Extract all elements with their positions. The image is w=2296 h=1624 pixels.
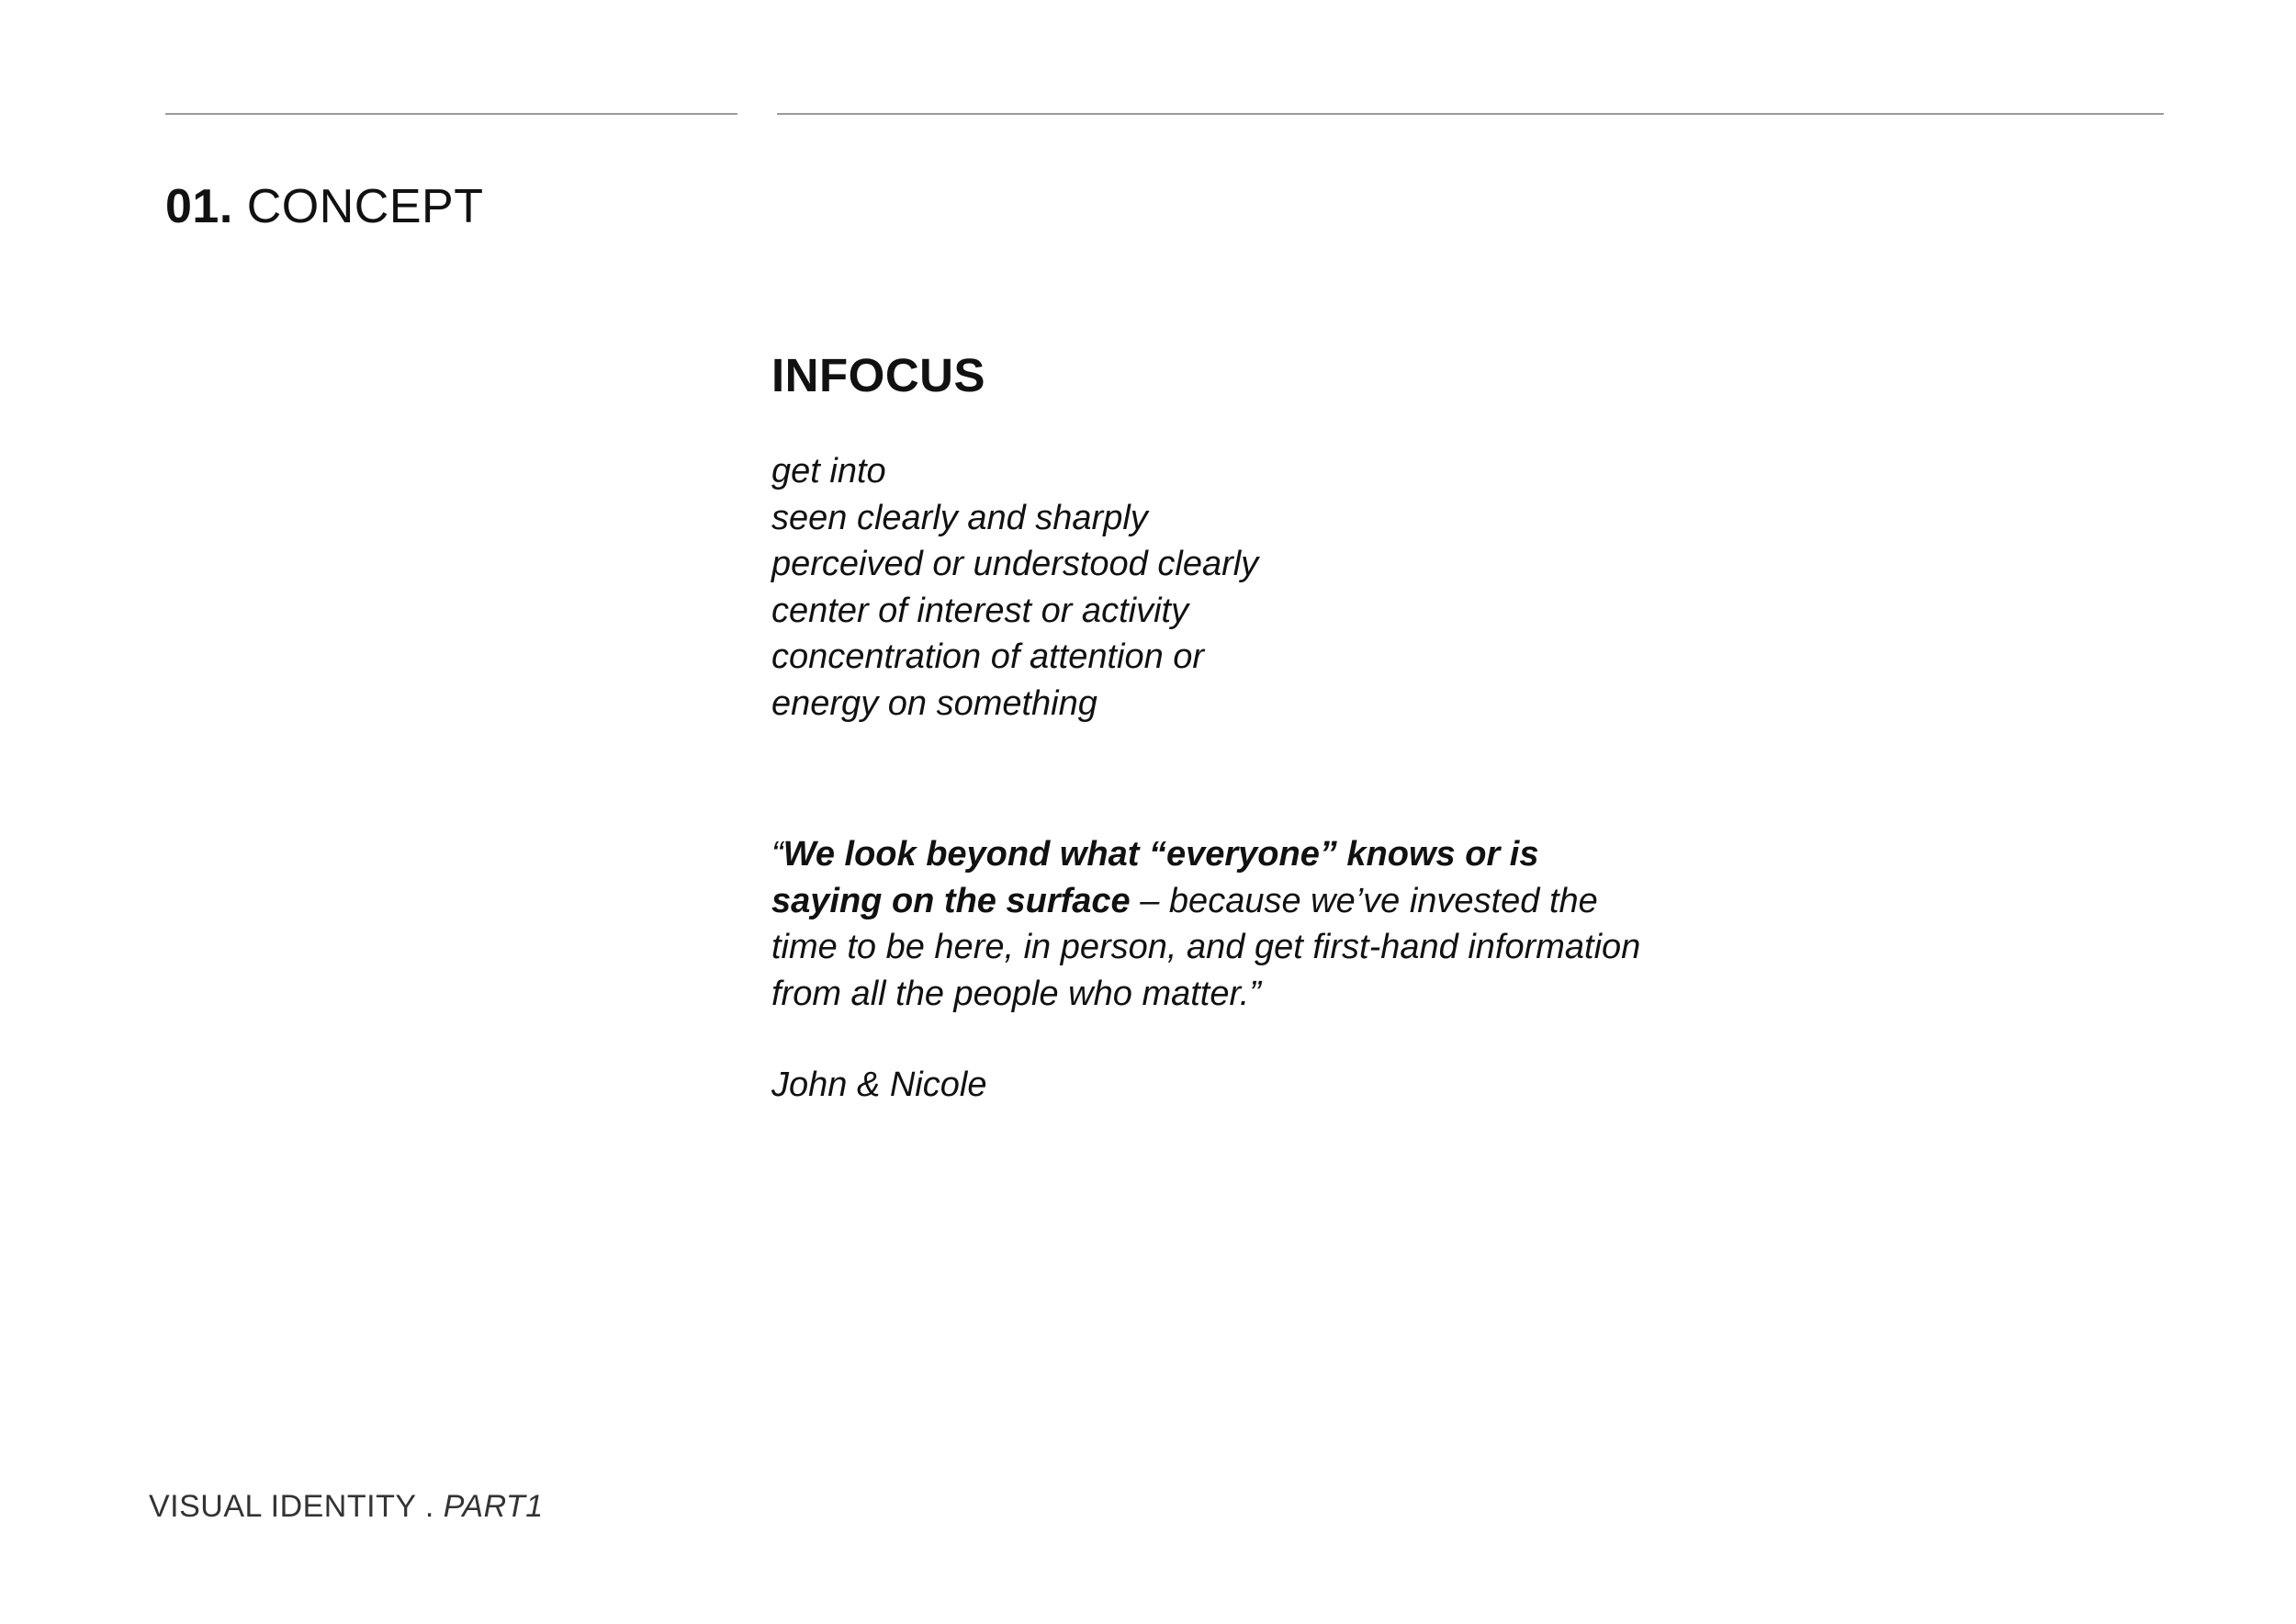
- footer-label: [149, 1486, 544, 1527]
- definition-list: [771, 448, 1258, 727]
- top-rule-right: [777, 113, 2164, 115]
- quote-open-mark: “: [771, 835, 783, 874]
- footer-part: PART1: [443, 1489, 544, 1524]
- quote-rest: – because we’ve invested the time to be here, in person, and get first-hand information from all the people who matter.”: [771, 881, 1641, 1013]
- definition-item: seen clearly and sharply: [771, 498, 1148, 537]
- section-number: 01.: [165, 180, 233, 233]
- top-rule-left: [165, 113, 737, 115]
- quote-author: John & Nicole: [771, 1066, 987, 1104]
- definition-item: get into: [771, 452, 886, 491]
- concept-title: INFOCUS: [771, 349, 985, 401]
- quote-emphasis: We look beyond what “everyone” knows or is saying on the surface: [771, 835, 1539, 920]
- footer-title: VISUAL IDENTITY .: [149, 1489, 444, 1524]
- definition-item: concentration of attention or: [771, 637, 1205, 676]
- section-name: CONCEPT: [246, 180, 484, 233]
- definition-item: perceived or understood clearly: [771, 545, 1259, 583]
- section-title: [165, 175, 484, 239]
- definition-item: energy on something: [771, 683, 1097, 723]
- definition-item: center of interest or activity: [771, 591, 1189, 630]
- quote: [771, 831, 1653, 1017]
